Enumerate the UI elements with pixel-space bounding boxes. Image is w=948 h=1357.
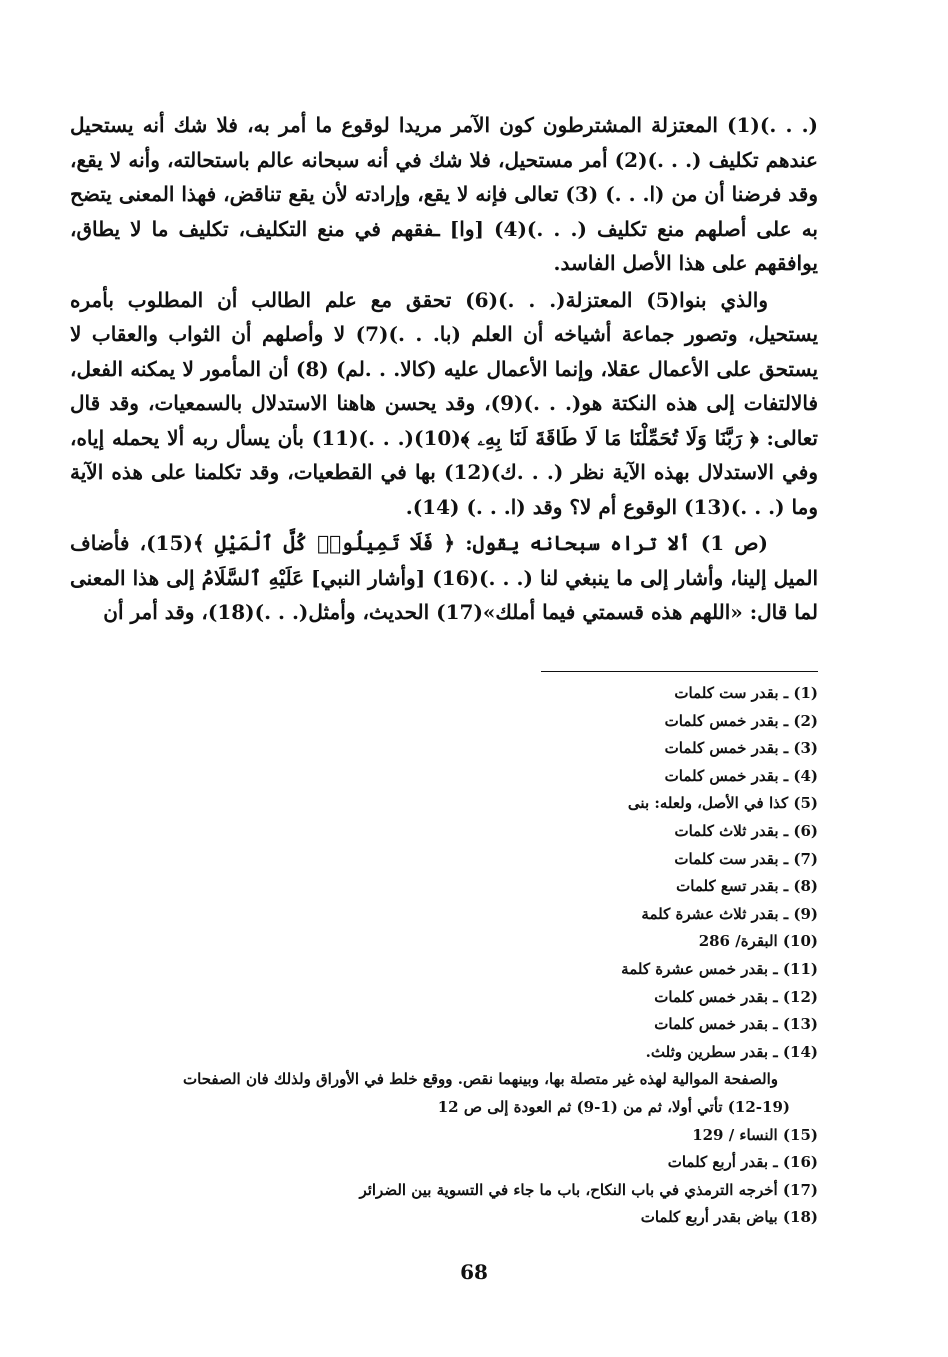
footnote-15: (15) النساء / 129 bbox=[692, 1125, 818, 1144]
footnote-16: (16) ـ بقدر أربع كلمات bbox=[667, 1153, 818, 1172]
footnote-2: (2) ـ بقدر خمس كلمات bbox=[664, 711, 818, 730]
footnote-18: (18) بياض بقدر أربع كلمات bbox=[640, 1208, 818, 1227]
footnote-3: (3) ـ بقدر خمس كلمات bbox=[664, 739, 818, 758]
paragraph-2: والذي بنوا(5) المعتزلة(. . .)(6) تحقق مع علم الطالب أن المطلوب بأمره يستحيل، وتصور جماعة أشياخه أن العلم (با. . .)(7) لا وأصلهم أن الثواب والعقاب لا يستحق على الأعمال عقلا، وإنما الأعمال عليه (كالا. . .لم) (8) أن المأمور لا يمكنه الفعل، فالالتفات إلى هذه النكتة هو(. . .)(9)، وقد يحسن هاهنا الاستدلال بالسمعيات، وقد قال تعالى: ﴿ رَبَّنَا وَلَا تُحَمِّلْنَا مَا لَا طَاقَةَ لَنَا بِهِۦ ﴾(10)(. . .)(11) بأن يسأل ربه ألا يحمله إياه، وفي الاستدلال بهذه الآية نظر (. . .ك)(12) بها في القطعيات، وقد تكلمنا على هذه الآية وما (. . .)(13) الوقوع أم لا؟ وقد (ا. . .) (14). bbox=[70, 287, 819, 519]
footnote-5: (5) كذا في الأصل، ولعله: بنى bbox=[627, 794, 818, 813]
main-text bbox=[70, 108, 818, 630]
footnote-12: (12) ـ بقدر خمس كلمات bbox=[654, 987, 818, 1006]
footnote-6: (6) ـ بقدر ثلاث كلمات bbox=[674, 821, 818, 840]
footnote-14-continuation-1: والصفحة الموالية لهذه غير متصلة بها، وبينهما نقص. ووقع خلط في الأوراق ولذلك فان الصفحات bbox=[183, 1070, 778, 1089]
paragraph-1: (. . .)(1) المعتزلة المشترطون كون الآمر مريدا لوقوع ما أمر به، فلا شك أنه يستحيل عندهم تكليف (. . .)(2) أمر مستحيل، فلا شك في أنه سبحانه عالم باستحالته، وأنه لا يقع، وقد فرضنا أن من (ا. . .) (3) تعالى فإنه لا يقع، وإرادته لأن يقع تناقض، فهذا المعنى يتضح به على أصلهم منع تكليف (. . .)(4) [وا] ـفقهم في منع التكليف، تكليف ما لا يطاق، يوافقهم على هذا الأصل الفاسد. bbox=[70, 113, 819, 275]
footnote-1: (1) ـ بقدر ست كلمات bbox=[674, 684, 818, 702]
paragraph-3: (ص 1) ألا تراه سبحانه يقول: ﴿ فَلَا تَمِيلُوا۟ كُلَّ ٱلْمَيْلِ ﴾(15)، فأضاف الميل إلينا، وأشار إلى ما ينبغي لنا (. . .)(16) [وأشار النبي] عَلَيْهِ ٱلسَّلَامُ إلى هذا المعنى لما قال: «اللهم هذه قسمتي فيما أملك»(17) الحديث، وأمثل(. . .)(18)، وقد أمر أن bbox=[70, 531, 818, 624]
footnote-17: (17) أخرجه الترمذي في باب النكاح، باب ما جاء في التسوية بين الضرائر bbox=[359, 1180, 818, 1199]
footnote-14: (14) ـ بقدر سطرين وثلث. bbox=[645, 1042, 818, 1061]
footnotes bbox=[70, 680, 818, 1232]
footnote-10: (10) البقرة/ 286 bbox=[698, 932, 818, 951]
footnote-11: (11) ـ بقدر خمس عشرة كلمة bbox=[621, 959, 818, 978]
footnote-separator bbox=[541, 671, 818, 672]
footnote-8: (8) ـ بقدر تسع كلمات bbox=[676, 877, 818, 896]
footnote-7: (7) ـ بقدر ست كلمات bbox=[674, 849, 818, 868]
footnote-9: (9) ـ بقدر ثلاث عشرة كلمة bbox=[641, 904, 818, 923]
page-number: 68 bbox=[460, 1260, 488, 1284]
footnote-4: (4) ـ بقدر خمس كلمات bbox=[664, 766, 818, 785]
footnote-13: (13) ـ بقدر خمس كلمات bbox=[654, 1015, 818, 1034]
footnote-14-continuation-2: (12-19) تأتي أولا، ثم من (1-9) ثم العودة إلى ص 12 bbox=[437, 1097, 790, 1116]
